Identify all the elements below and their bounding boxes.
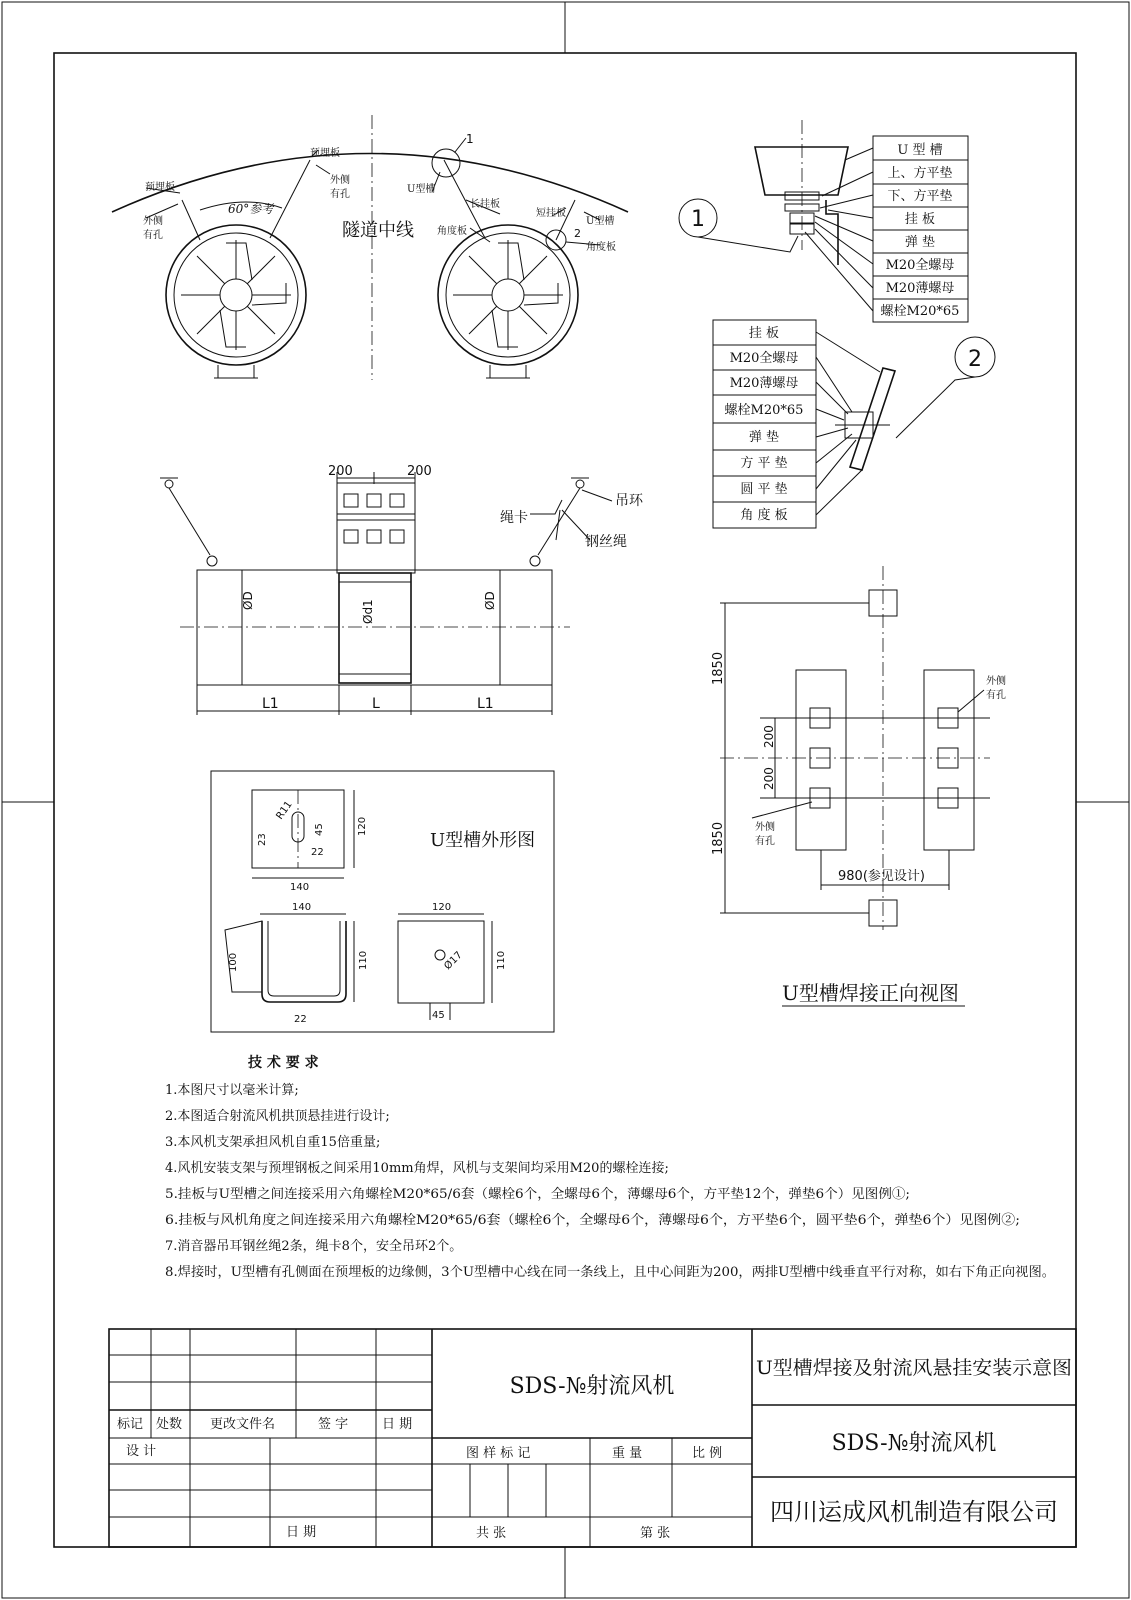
svg-text:140: 140	[290, 882, 310, 893]
detail-2	[713, 320, 995, 528]
fan-left	[166, 160, 310, 378]
product-name-top: SDS-№射流风机	[509, 1374, 675, 1399]
svg-text:U 型 槽: U 型 槽	[897, 143, 943, 158]
svg-text:U型槽: U型槽	[586, 216, 615, 227]
svg-text:绳卡: 绳卡	[500, 510, 528, 526]
u-channel-shape	[211, 771, 554, 1032]
svg-text:7.消音器吊耳钢丝绳2条，绳卡8个，安全吊环2个。: 7.消音器吊耳钢丝绳2条，绳卡8个，安全吊环2个。	[165, 1239, 463, 1254]
svg-text:ØD: ØD	[483, 591, 497, 610]
svg-text:ØD: ØD	[241, 591, 255, 610]
detail-1	[679, 120, 968, 322]
svg-text:100: 100	[228, 952, 239, 972]
svg-text:共 张: 共 张	[476, 1526, 507, 1541]
drawing-title: U型槽焊接及射流风悬挂安装示意图	[756, 1357, 1072, 1379]
tunnel-arch	[112, 154, 628, 213]
svg-text:外侧: 外侧	[143, 216, 163, 227]
svg-text:处数: 处数	[156, 1417, 183, 1432]
callout-1-small: 1	[466, 132, 474, 146]
svg-text:圆 平 垫: 圆 平 垫	[740, 482, 788, 497]
tunnel-view	[112, 115, 628, 380]
svg-text:6.挂板与风机角度之间连接采用六角螺栓M20*65/6套（螺: 6.挂板与风机角度之间连接采用六角螺栓M20*65/6套（螺栓6个，全螺母6个，薄螺母6个，方平垫6个，圆平垫6个，弹垫6个）见图例②;	[165, 1213, 960, 1228]
svg-text:外侧: 外侧	[330, 175, 350, 186]
embed-plate-mid: 预埋板	[310, 148, 340, 159]
fan-right	[438, 160, 578, 378]
svg-text:M20全螺母: M20全螺母	[729, 351, 799, 366]
svg-text:980(参见设计): 980(参见设计)	[838, 869, 925, 884]
svg-text:钢丝绳: 钢丝绳	[585, 534, 627, 550]
svg-text:签 字: 签 字	[318, 1417, 349, 1432]
svg-text:200: 200	[407, 464, 432, 479]
svg-text:200: 200	[762, 725, 776, 748]
weld-front-view-title: U型槽焊接正向视图	[782, 981, 959, 1005]
svg-text:140: 140	[292, 902, 312, 913]
svg-text:L: L	[372, 696, 380, 712]
svg-text:M20全螺母: M20全螺母	[885, 258, 955, 273]
svg-text:设 计: 设 计	[126, 1444, 157, 1459]
svg-text:图 样 标 记: 图 样 标 记	[466, 1446, 531, 1461]
svg-text:螺栓M20*65: 螺栓M20*65	[724, 403, 804, 418]
tech-heading: 技 术 要 求	[248, 1055, 319, 1071]
svg-text:有孔: 有孔	[330, 189, 350, 200]
svg-text:3.本风机支架承担风机自重15倍重量;: 3.本风机支架承担风机自重15倍重量;	[165, 1135, 381, 1150]
svg-text:更改文件名: 更改文件名	[210, 1417, 276, 1432]
svg-text:L1: L1	[477, 696, 494, 712]
svg-text:短挂板: 短挂板	[536, 208, 566, 219]
svg-text:200: 200	[328, 464, 353, 479]
svg-text:外侧: 外侧	[986, 676, 1006, 687]
svg-text:2.本图适合射流风机拱顶悬挂进行设计;: 2.本图适合射流风机拱顶悬挂进行设计;	[165, 1109, 390, 1124]
title-block	[109, 1329, 1076, 1547]
svg-text:重 量: 重 量	[612, 1446, 643, 1461]
svg-text:45: 45	[432, 1010, 445, 1021]
svg-text:外侧: 外侧	[755, 822, 775, 833]
svg-text:弹 垫: 弹 垫	[904, 235, 936, 250]
svg-text:第 张: 第 张	[640, 1526, 671, 1541]
svg-text:挂 板: 挂 板	[904, 212, 936, 227]
svg-text:方 平 垫: 方 平 垫	[740, 456, 788, 471]
callout-1-large: 1	[691, 207, 705, 232]
product-name-right: SDS-№射流风机	[831, 1431, 997, 1456]
svg-text:5.挂板与U型槽之间连接采用六角螺栓M20*65/6套（螺栓: 5.挂板与U型槽之间连接采用六角螺栓M20*65/6套（螺栓6个，全螺母6个，薄螺母6个，方平垫12个，弹垫6个）见图例①;	[165, 1187, 880, 1202]
svg-text:Ød1: Ød1	[361, 599, 375, 624]
svg-text:M20薄螺母: M20薄螺母	[729, 376, 799, 391]
svg-text:比 例: 比 例	[692, 1446, 723, 1461]
u-channel-shape-title: U型槽外形图	[430, 830, 536, 851]
angle-label: 60°参考	[228, 202, 274, 216]
svg-text:弹 垫: 弹 垫	[748, 430, 780, 445]
svg-text:日 期: 日 期	[286, 1525, 317, 1540]
svg-text:120: 120	[357, 816, 368, 836]
svg-text:22: 22	[311, 847, 324, 858]
svg-text:1850: 1850	[711, 651, 726, 685]
svg-text:标记: 标记	[117, 1417, 144, 1432]
svg-text:有孔: 有孔	[986, 690, 1006, 701]
svg-text:110: 110	[358, 950, 369, 970]
svg-text:1850: 1850	[711, 821, 726, 855]
svg-text:有孔: 有孔	[143, 230, 163, 241]
callout-2-small: 2	[574, 227, 581, 240]
svg-text:角度板: 角度板	[586, 242, 616, 253]
svg-text:L1: L1	[262, 696, 279, 712]
fan-side-view	[160, 464, 644, 715]
svg-text:4.风机安装支架与预埋钢板之间采用10mm角焊，风机与支架间: 4.风机安装支架与预埋钢板之间采用10mm角焊，风机与支架间均采用M20的螺栓连接;	[165, 1161, 669, 1176]
svg-text:角度板: 角度板	[437, 226, 467, 237]
svg-text:上、方平垫: 上、方平垫	[887, 166, 953, 181]
weld-front-view	[711, 566, 1006, 1006]
u-channel-left-label: U型槽	[407, 184, 436, 195]
tunnel-center-label: 隧道中线	[342, 220, 414, 241]
inner-border	[54, 53, 1076, 1547]
svg-text:M20薄螺母: M20薄螺母	[885, 281, 955, 296]
embed-plate-left: 预埋板	[145, 182, 175, 193]
callout-2-large: 2	[968, 347, 982, 372]
svg-text:有孔: 有孔	[755, 836, 775, 847]
svg-text:23: 23	[257, 833, 268, 846]
svg-text:Ø17: Ø17	[442, 949, 465, 973]
svg-text:日 期: 日 期	[382, 1417, 413, 1432]
svg-text:角 度 板: 角 度 板	[740, 508, 788, 523]
svg-text:45: 45	[314, 823, 325, 836]
svg-text:1.本图尺寸以毫米计算;: 1.本图尺寸以毫米计算;	[165, 1083, 299, 1098]
svg-text:吊环: 吊环	[615, 493, 643, 509]
svg-text:R11: R11	[274, 799, 295, 822]
svg-text:200: 200	[762, 767, 776, 790]
svg-text:挂 板: 挂 板	[748, 326, 780, 341]
svg-text:110: 110	[496, 950, 507, 970]
svg-text:下、方平垫: 下、方平垫	[887, 189, 953, 204]
svg-text:长挂板: 长挂板	[470, 199, 500, 210]
svg-text:22: 22	[294, 1014, 307, 1025]
svg-text:120: 120	[432, 902, 452, 913]
company-name: 四川运成风机制造有限公司	[770, 1498, 1058, 1526]
tech-requirements	[165, 1054, 1055, 1280]
svg-text:螺栓M20*65: 螺栓M20*65	[880, 304, 960, 319]
svg-text:8.焊接时，U型槽有孔侧面在预埋板的边缘侧，3个U型槽中心线: 8.焊接时，U型槽有孔侧面在预埋板的边缘侧，3个U型槽中心线在同一条线上，且中心间距为200，两排U型槽中线垂直平行对称，如右下角正向视图。	[165, 1265, 1037, 1280]
